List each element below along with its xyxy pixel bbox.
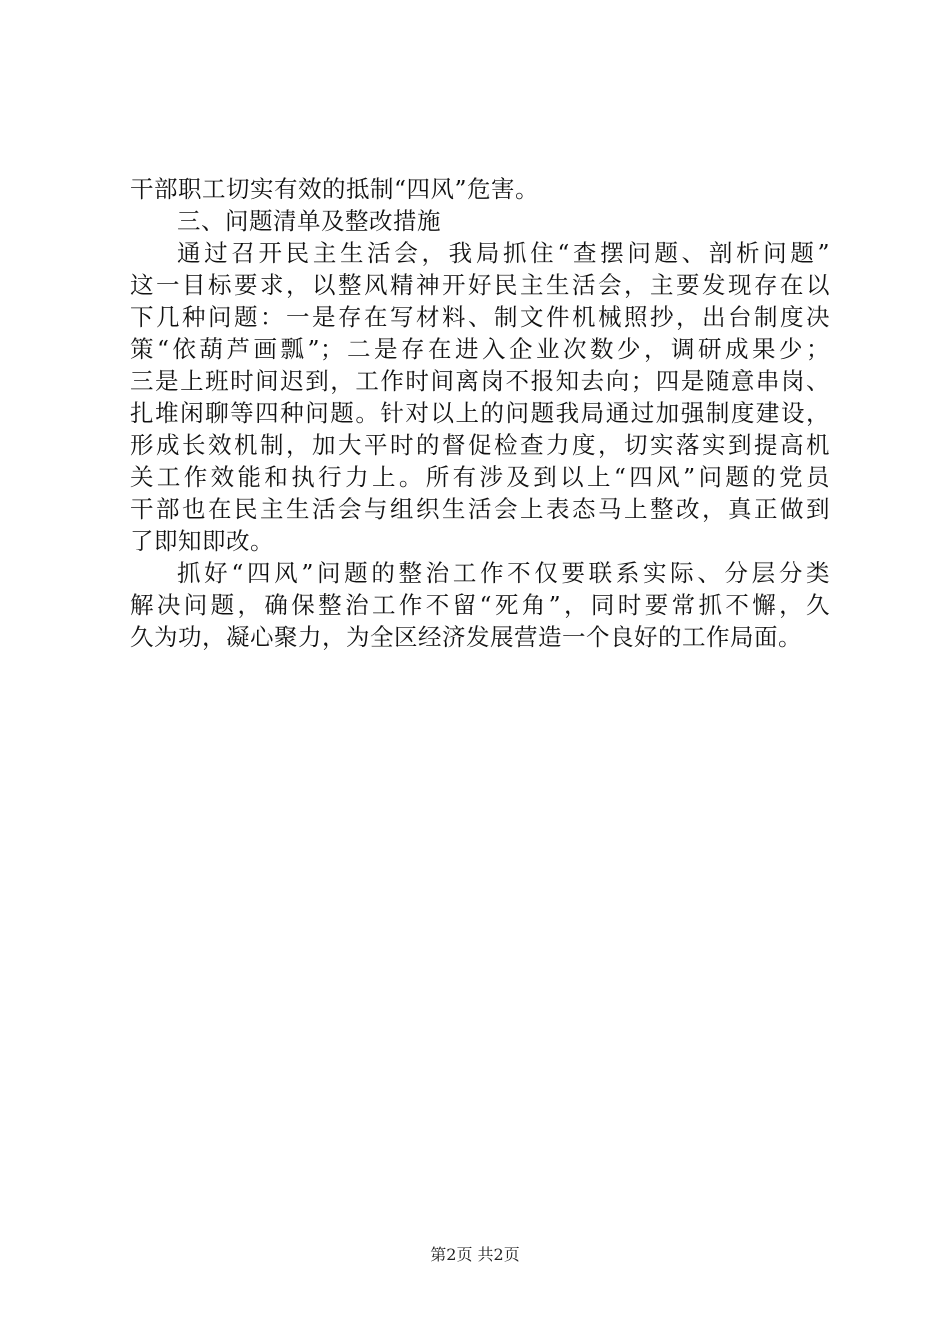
- paragraph-line: 抓好“四风”问题的整治工作不仅要联系实际、分层分类: [177, 559, 830, 587]
- paragraph-line: 久为功，凝心聚力，为全区经济发展营造一个良好的工作局面。: [130, 623, 802, 651]
- body-line: 干部职工切实有效的抵制“四风”危害。: [130, 175, 540, 203]
- paragraph-line: 下几种问题：一是存在写材料、制文件机械照抄，出台制度决: [130, 303, 830, 331]
- page-total: 共2页: [477, 1245, 520, 1264]
- page-footer: [0, 1244, 950, 1266]
- paragraph-line: 形成长效机制，加大平时的督促检查力度，切实落实到提高机: [130, 431, 830, 459]
- paragraph-line: 通过召开民主生活会，我局抓住“查摆问题、剖析问题”: [177, 239, 830, 267]
- paragraph-line: 干部也在民主生活会与组织生活会上表态马上整改，真正做到: [130, 495, 830, 523]
- document-body: [130, 173, 830, 653]
- paragraph-line: 解决问题，确保整治工作不留“死角”，同时要常抓不懈，久: [130, 591, 830, 619]
- page-number: 第2页: [430, 1245, 473, 1264]
- paragraph-line: 三是上班时间迟到，工作时间离岗不报知去向；四是随意串岗、: [130, 367, 830, 395]
- paragraph-line: 这一目标要求，以整风精神开好民主生活会，主要发现存在以: [130, 271, 830, 299]
- paragraph-line: 了即知即改。: [130, 527, 274, 555]
- paragraph-line: 策“依葫芦画瓢”；二是存在进入企业次数少，调研成果少；: [130, 335, 830, 363]
- section-heading: 三、问题清单及整改措施: [177, 207, 441, 235]
- paragraph-line: 扎堆闲聊等四种问题。针对以上的问题我局通过加强制度建设，: [130, 399, 830, 427]
- paragraph-line: 关工作效能和执行力上。所有涉及到以上“四风”问题的党员: [130, 463, 830, 491]
